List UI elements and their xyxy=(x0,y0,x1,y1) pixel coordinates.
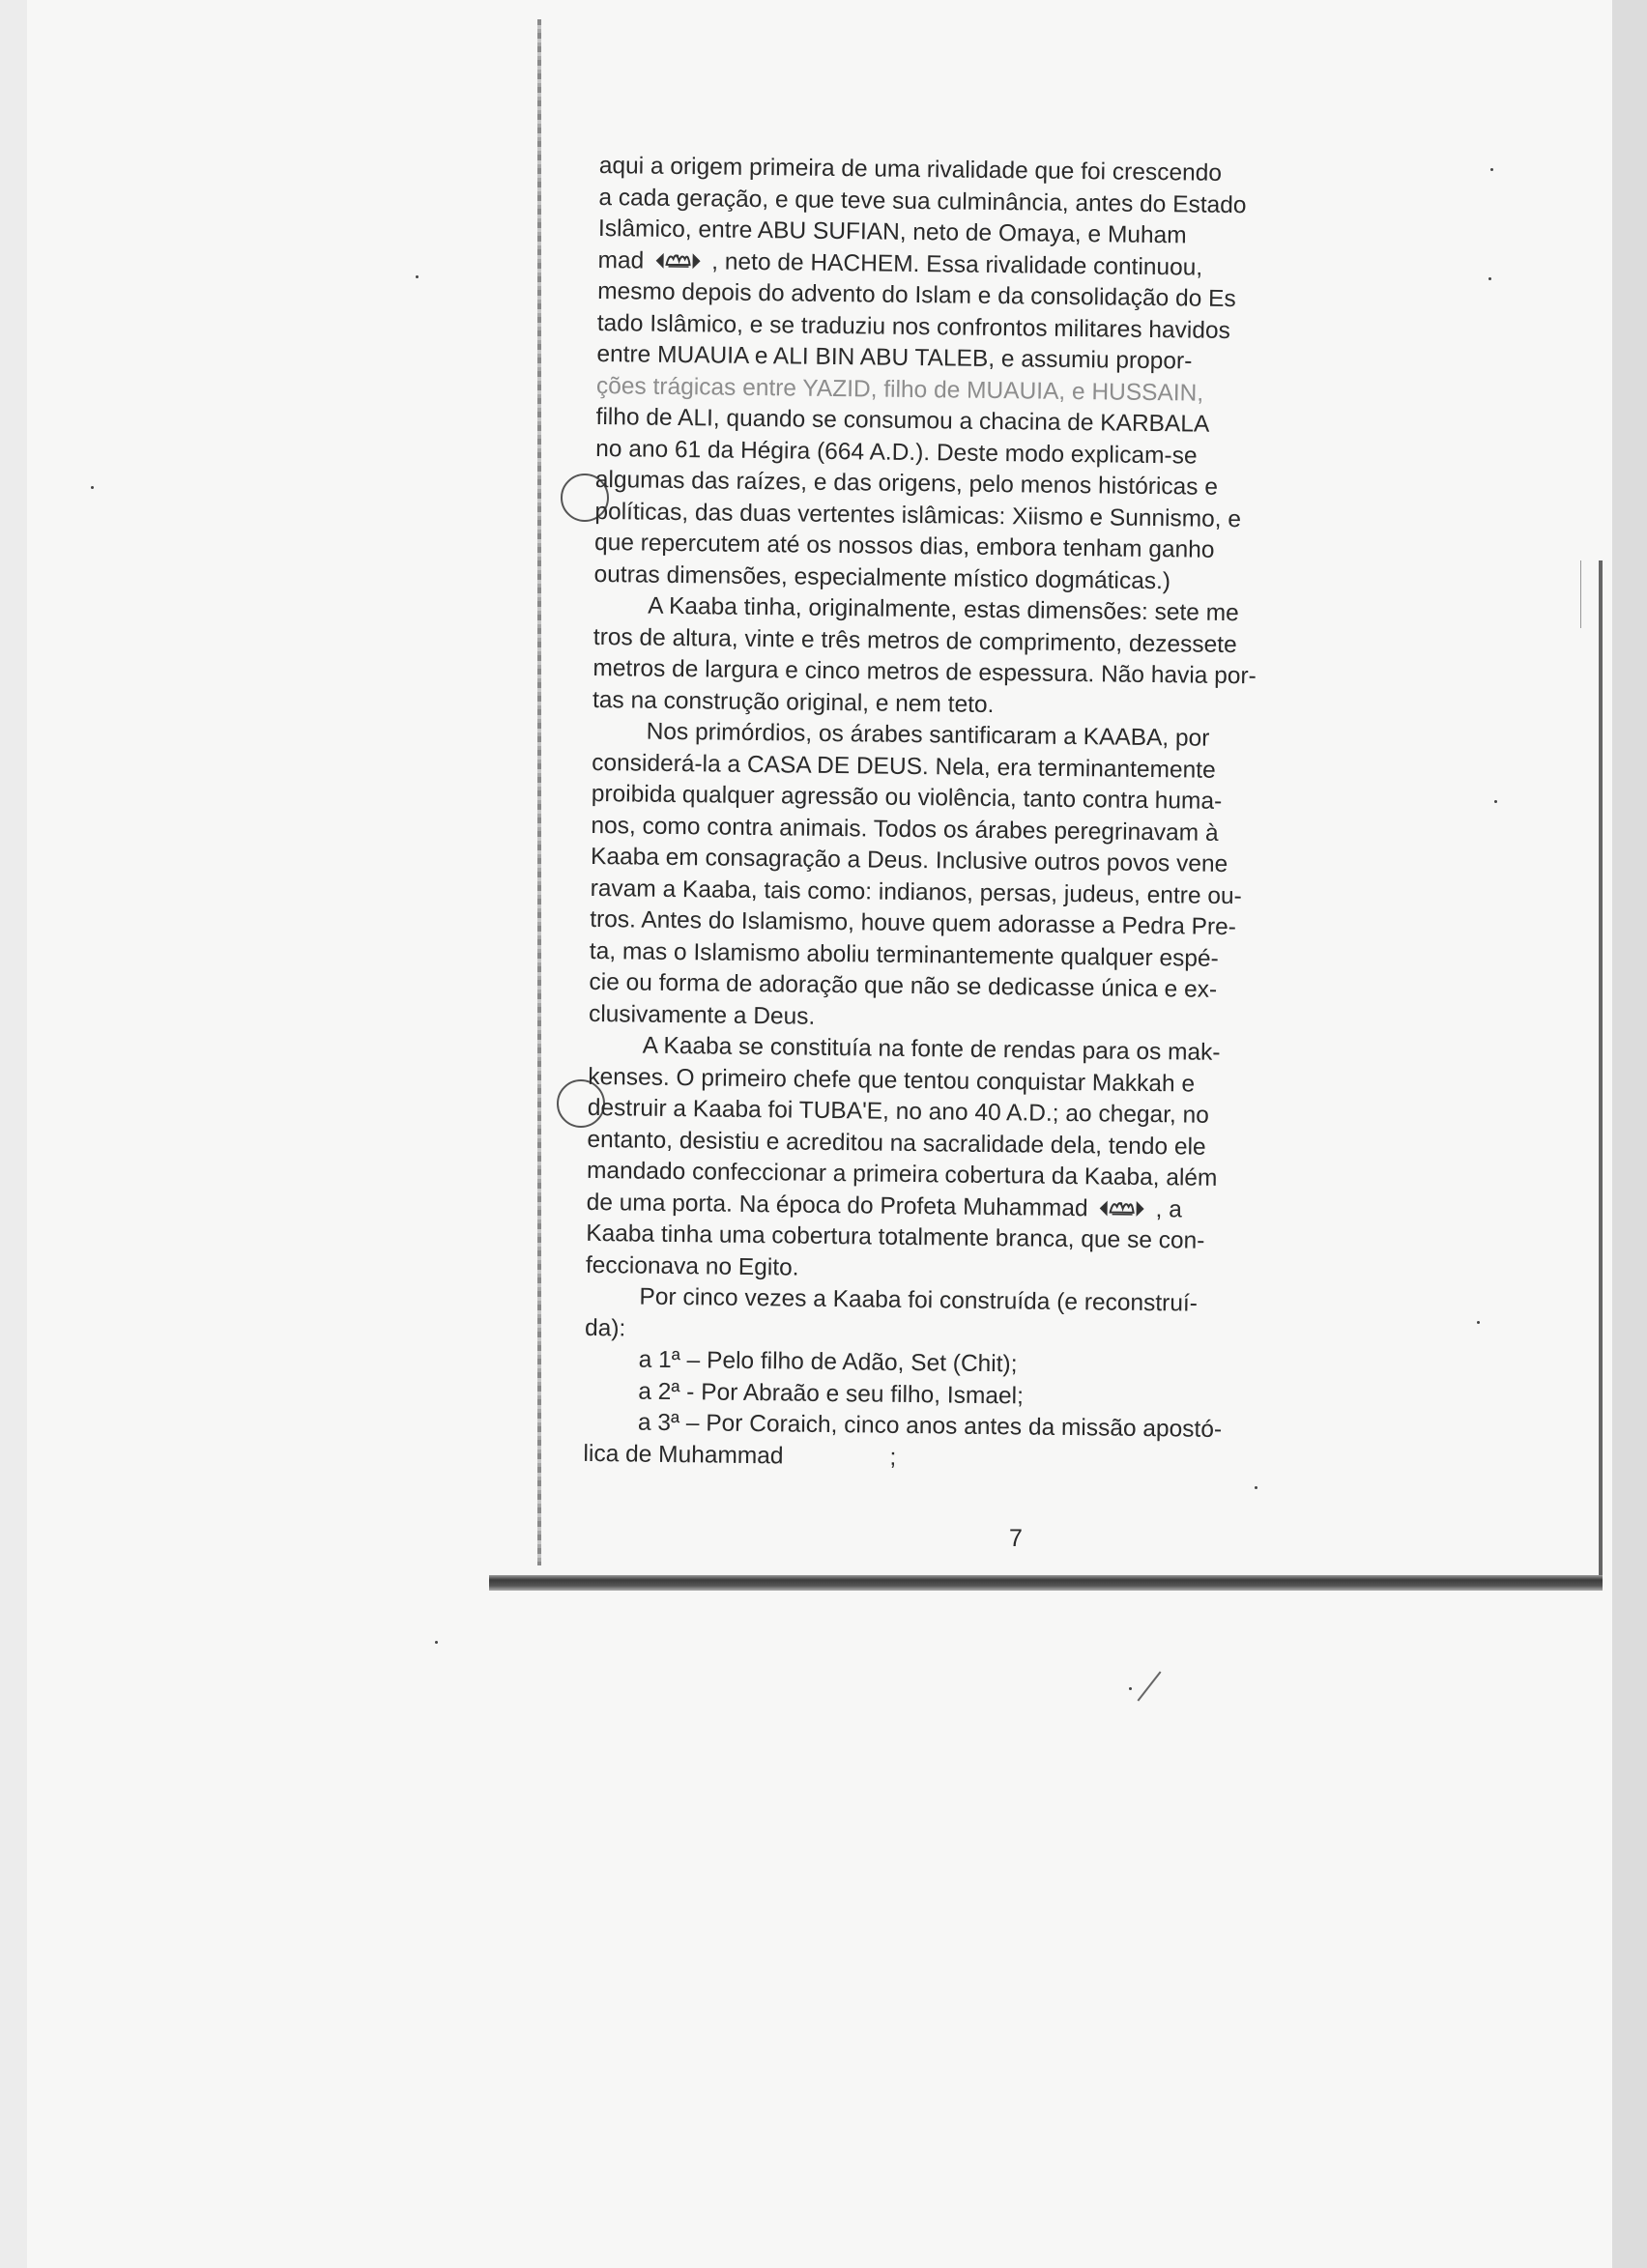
page-frame-right xyxy=(1599,560,1603,1585)
text-line: no ano 61 da Hégira (664 A.D.). Deste modo explicam-se xyxy=(595,435,1198,470)
text-line: entre MUAUIA e ALI BIN ABU TALEB, e assumiu propor- xyxy=(596,340,1193,375)
text-line: a 3ª – Por Coraich, cinco anos antes da missão apostó- xyxy=(637,1409,1223,1443)
text-fragment: lica de Muhammad xyxy=(583,1440,784,1469)
scan-speck xyxy=(91,486,94,489)
text-line: tros de altura, vinte e três metros de comprimento, dezessete xyxy=(592,623,1237,658)
scan-speck xyxy=(1490,168,1493,171)
text-line: cie ou forma de adoração que não se dedicasse única e ex- xyxy=(589,968,1218,1003)
text-fragment: ; xyxy=(889,1444,897,1471)
scan-speck xyxy=(435,1641,438,1644)
scan-speck xyxy=(1255,1486,1257,1489)
page-frame-bottom xyxy=(489,1575,1603,1591)
text-line: tros. Antes do Islamismo, houve quem adorasse a Pedra Pre- xyxy=(590,905,1237,941)
scan-streak xyxy=(1580,560,1581,628)
text-line: algumas das raízes, e das origens, pelo menos históricas e xyxy=(594,466,1219,501)
body-text xyxy=(583,151,1401,1479)
text-line: Nos primórdios, os árabes santificaram a KAABA, por xyxy=(646,718,1210,752)
calligraphy-seal-icon xyxy=(1097,1194,1145,1220)
text-line: a cada geração, e que teve sua culminância, antes do Estado xyxy=(598,184,1247,218)
text-line: outras dimensões, especialmente místico dogmáticas.) xyxy=(593,560,1171,594)
text-line: clusivamente a Deus. xyxy=(588,1000,816,1030)
text-line: nos, como contra animais. Todos os árabes peregrinavam à xyxy=(591,812,1219,847)
page-frame-left xyxy=(537,19,541,1565)
text-line: filho de ALI, quando se consumou a chacina de KARBALA xyxy=(595,403,1210,438)
text-line: a 2ª - Por Abraão e seu filho, Ismael; xyxy=(638,1378,1025,1409)
text-line: A Kaaba se constituía na fonte de rendas para os mak- xyxy=(642,1032,1221,1066)
pen-mark xyxy=(1138,1671,1162,1701)
text-line: que repercutem até os nossos dias, embora tenham ganho xyxy=(593,529,1215,563)
scan-speck xyxy=(416,275,419,278)
text-line: Por cinco vezes a Kaaba foi construída (e reconstruí- xyxy=(639,1283,1199,1317)
text-line: tado Islâmico, e se traduziu nos confrontos militares havidos xyxy=(596,309,1230,344)
text-line: A Kaaba tinha, originalmente, estas dimensões: sete me xyxy=(648,592,1239,627)
text-fragment: , neto de HACHEM. Essa rivalidade continuou, xyxy=(711,247,1203,281)
text-line: Kaaba em consagração a Deus. Inclusive outros povos vene xyxy=(590,843,1228,877)
text-line: Kaaba tinha uma cobertura totalmente branca, que se con- xyxy=(586,1220,1205,1254)
text-line: aqui a origem primeira de uma rivalidade que foi crescendo xyxy=(598,152,1223,187)
text-line: feccionava no Egito. xyxy=(585,1251,799,1281)
text-line: mandado confeccionar a primeira cobertura da Kaaba, além xyxy=(586,1157,1218,1191)
scanner-edge xyxy=(1612,0,1647,2268)
text-line: destruir a Kaaba foi TUBA'E, no ano 40 A.D.; ao chegar, no xyxy=(587,1094,1210,1129)
scan-speck xyxy=(1488,277,1491,280)
text-line: a 1ª – Pelo filho de Adão, Set (Chit); xyxy=(638,1346,1018,1378)
text-line: entanto, desistiu e acreditou na sacralidade dela, tendo ele xyxy=(587,1126,1206,1161)
scan-speck xyxy=(1129,1687,1132,1690)
text-line: Islâmico, entre ABU SUFIAN, neto de Omaya, e Muham xyxy=(597,215,1187,249)
scan-speck xyxy=(1477,1321,1480,1324)
text-line: mesmo depois do advento do Islam e da consolidação do Es xyxy=(597,277,1236,313)
scan-speck xyxy=(1494,800,1497,803)
text-line: da): xyxy=(584,1314,626,1341)
text-line: ções trágicas entre YAZID, filho de MUAUIA, e HUSSAIN, xyxy=(595,372,1204,407)
page-number: 7 xyxy=(1009,1525,1023,1552)
text-fragment: mad xyxy=(597,246,645,274)
text-line: proibida qualquer agressão ou violência, tanto contra huma- xyxy=(591,780,1223,815)
text-line: ravam a Kaaba, tais como: indianos, persas, judeus, entre ou- xyxy=(590,875,1242,909)
text-line: ta, mas o Islamismo aboliu terminantemente qualquer espé- xyxy=(589,937,1219,972)
text-line: políticas, das duas vertentes islâmicas: Xiismo e Sunnismo, e xyxy=(594,498,1242,532)
calligraphy-seal-icon xyxy=(653,246,702,273)
text-line: tas na construção original, e nem teto. xyxy=(592,686,995,718)
text-line: considerá-la a CASA DE DEUS. Nela, era terminantemente xyxy=(592,749,1216,784)
text-fragment: de uma porta. Na época do Profeta Muhammad xyxy=(586,1189,1088,1221)
text-fragment: , a xyxy=(1155,1195,1182,1222)
text-line: metros de largura e cinco metros de espessura. Não havia por- xyxy=(592,654,1257,690)
text-line: kenses. O primeiro chefe que tentou conquistar Makkah e xyxy=(588,1063,1196,1098)
